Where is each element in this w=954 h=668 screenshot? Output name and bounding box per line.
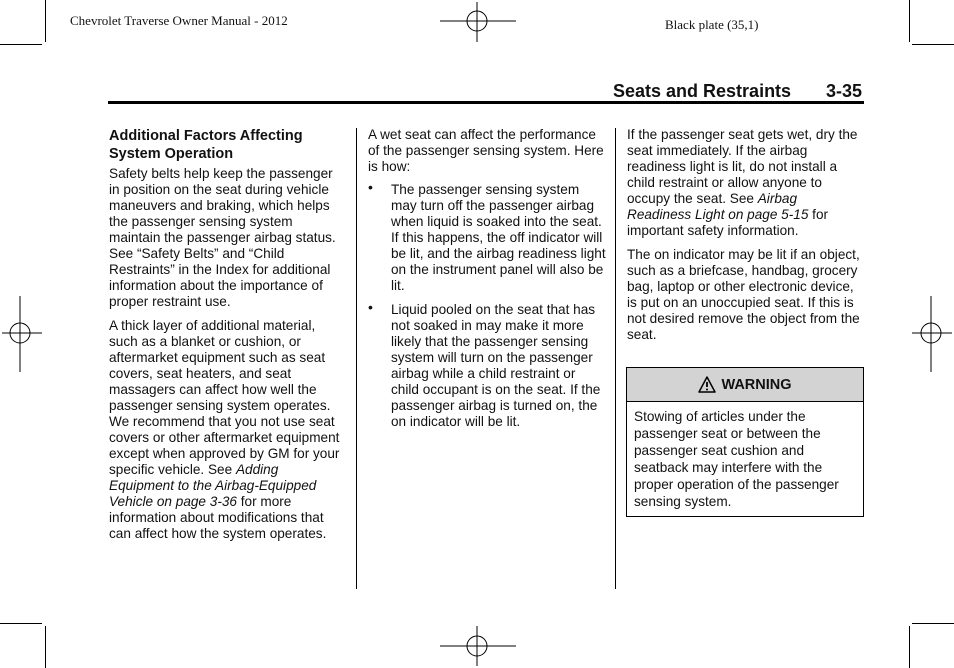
cross-reference[interactable]: Airbag Readiness Light on page 5-15 <box>627 191 809 222</box>
paragraph: A wet seat can affect the performance of the passenger sensing system. Here is how: <box>368 127 604 174</box>
registration-mark-right <box>912 296 952 372</box>
section-title: Seats and Restraints <box>613 81 792 101</box>
warning-header <box>627 368 863 402</box>
bullet-icon: • <box>368 299 373 315</box>
paragraph: If the passenger seat gets wet, dry the seat immediately. If the airbag readiness light is lit, do not install a child restraint or allow anyone to occupy the seat. See Airbag Readiness Light on page 5-15 for important safety information. <box>627 127 858 238</box>
registration-mark-bottom <box>440 626 516 666</box>
list-item: • Liquid pooled on the seat that has not soaked in may make it more likely that the passenger sensing system will turn on the passenger airbag while a child restraint or child occupant is on the seat. If the passenger airbag is turned on, the on indicator will be lit. <box>368 299 601 429</box>
column-1 <box>109 127 345 550</box>
column-divider <box>356 128 357 589</box>
list-item: • The passenger sensing system may turn off the passenger airbag when liquid is soaked into the seat. If this happens, the off indicator will be lit, and the airbag readiness light on the instrument panel will also be lit. <box>368 179 606 293</box>
crop-mark <box>0 44 42 45</box>
crop-mark <box>912 623 954 624</box>
bullet-icon: • <box>368 179 373 195</box>
registration-mark-left <box>2 296 42 372</box>
column-divider <box>615 128 616 589</box>
paragraph: A thick layer of additional material, such as a blanket or cushion, or aftermarket equipment such as seat covers, seat heaters, and seat massagers can affect how well the passenger sensing system operates. We recommend that you not use seat covers or other aftermarket equipment except when approved by GM for your specific vehicle. See Adding Equipment to the Airbag-Equipped Vehicle on page 3-36 for more information about modifications that can affect how the system operates. <box>109 318 340 541</box>
warning-box <box>626 367 864 517</box>
crop-mark <box>912 44 954 45</box>
warning-text: Stowing of articles under the passenger seat or between the passenger seat cushion and seatback may interfere with the proper operation of the passenger sensing system. <box>634 409 839 509</box>
crop-mark <box>909 0 910 42</box>
paragraph: The on indicator may be lit if an object, such as a briefcase, handbag, grocery bag, laptop or other electronic device, is put on an unoccupied seat. If this is not desired remove the object from the seat. <box>627 247 860 342</box>
crop-mark <box>45 626 46 668</box>
registration-mark-top <box>440 2 516 42</box>
warning-icon <box>698 376 716 393</box>
column-2 <box>368 127 606 438</box>
crop-mark <box>45 0 46 42</box>
warning-title: WARNING <box>721 376 792 393</box>
header-rule <box>108 101 864 104</box>
manual-title: Chevrolet Traverse Owner Manual - 2012 <box>70 13 288 28</box>
bullet-list <box>368 179 606 430</box>
crop-mark <box>909 626 910 668</box>
cross-reference[interactable]: Adding Equipment to the Airbag-Equipped Vehicle on page 3-36 <box>109 462 317 509</box>
crop-mark <box>0 623 42 624</box>
subsection-heading: Additional Factors Affecting System Operation <box>109 128 303 162</box>
page-number: 3-35 <box>826 81 863 101</box>
paragraph: Safety belts help keep the passenger in position on the seat during vehicle maneuvers and braking, which helps the passenger sensing system maintain the passenger airbag status. See “Safety Belts” and “Child Restraints” in the Index for additional information about the importance of proper restraint use. <box>109 166 336 309</box>
plate-label: Black plate (35,1) <box>665 17 759 32</box>
column-3 <box>627 127 863 351</box>
